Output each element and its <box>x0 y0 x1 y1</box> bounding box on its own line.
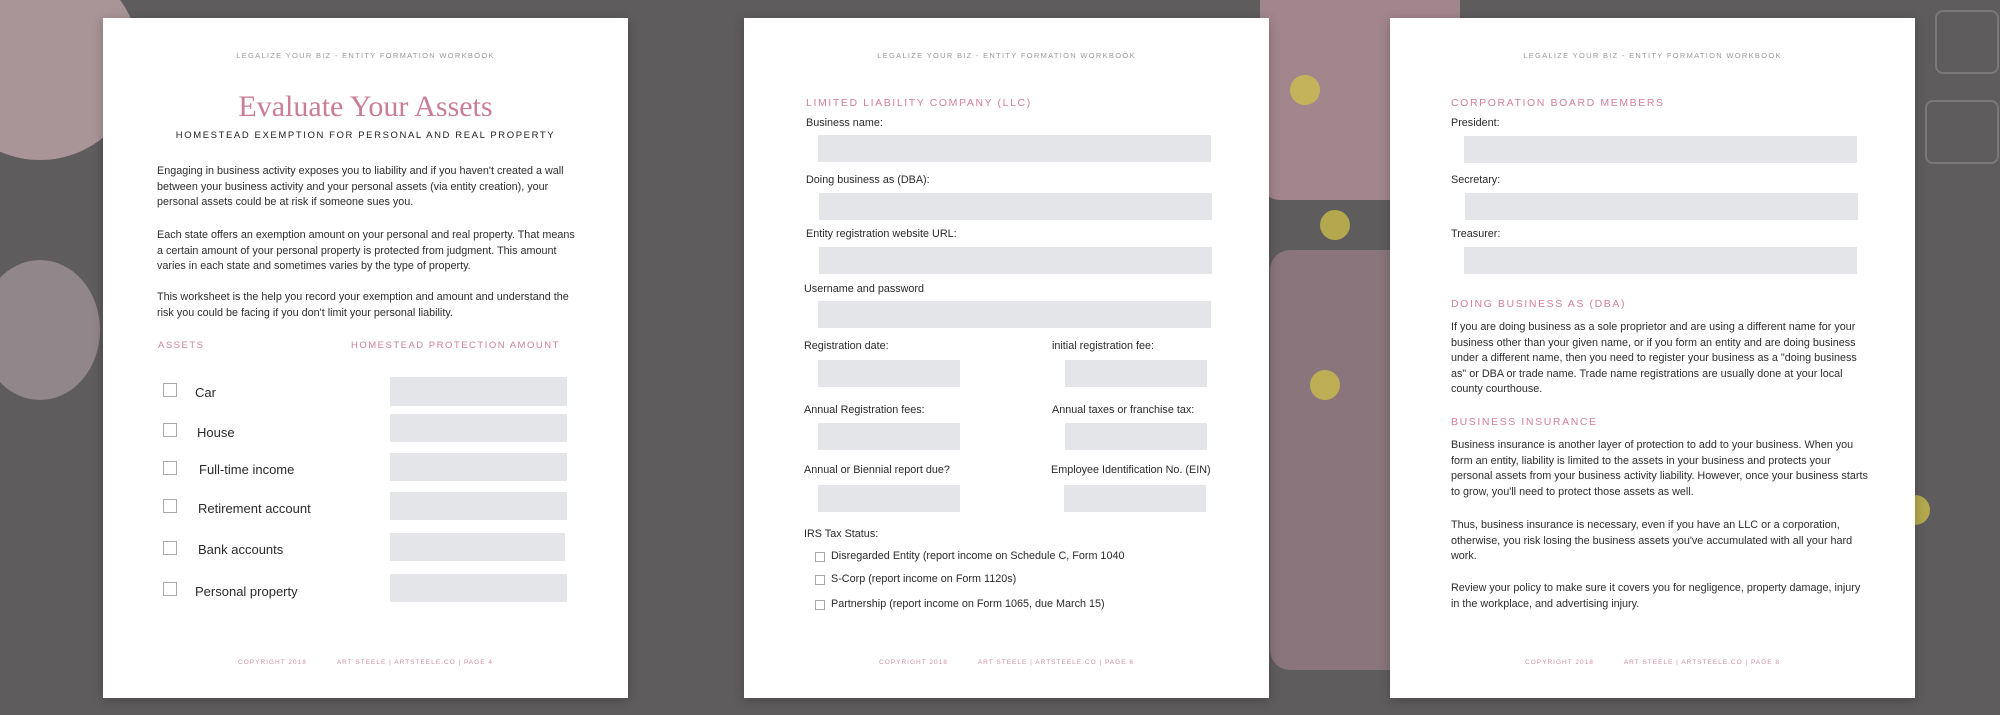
keyboard-decoration <box>1925 100 1999 164</box>
business-name-field[interactable] <box>818 135 1211 162</box>
page-footer <box>744 659 1269 666</box>
treasurer-label: Treasurer: <box>1451 228 1501 240</box>
house-amount-field[interactable] <box>390 414 567 442</box>
section-heading-llc: LIMITED LIABILITY COMPANY (LLC) <box>806 97 1032 109</box>
asset-label: Personal property <box>195 584 298 599</box>
policy-review-paragraph: Review your policy to make sure it covers you for negligence, property damage, injury in the workplace, and advertising injury. <box>1451 582 1861 610</box>
page-title: Evaluate Your Assets <box>238 90 493 123</box>
gold-dot-decoration <box>1310 370 1340 400</box>
income-checkbox[interactable] <box>163 461 177 475</box>
house-checkbox[interactable] <box>163 423 177 437</box>
username-password-field[interactable] <box>818 301 1211 328</box>
retirement-amount-field[interactable] <box>390 492 567 520</box>
asset-label: House <box>197 425 235 440</box>
assets-column-header: ASSETS <box>158 340 205 351</box>
copyright-text: COPYRIGHT 2018 <box>879 659 948 666</box>
asset-label: Retirement account <box>198 501 311 516</box>
insurance-paragraph: Business insurance is another layer of protection to add to your business. When you form an entity, liability is limited to the assets in your business and protects your personal assets from your business activity liability. However, once your business starts to grow, you'll need to protect those assets as well. <box>1451 439 1868 498</box>
bank-amount-field[interactable] <box>390 533 565 561</box>
reg-date-field[interactable] <box>818 360 960 387</box>
income-amount-field[interactable] <box>390 453 567 481</box>
gold-dot-decoration <box>1320 210 1350 240</box>
page-number-text: ART STEELE | ARTSTEELE.CO | PAGE 4 <box>336 659 493 666</box>
report-due-field[interactable] <box>818 485 960 512</box>
ein-label: Employee Identification No. (EIN) <box>1051 464 1211 476</box>
dba-field[interactable] <box>819 193 1212 220</box>
copyright-text: COPYRIGHT 2018 <box>238 659 307 666</box>
dba-label: Doing business as (DBA): <box>806 174 930 186</box>
section-heading-dba: DOING BUSINESS AS (DBA) <box>1451 298 1627 310</box>
s-corp-checkbox[interactable] <box>815 575 825 585</box>
dba-paragraph: If you are doing business as a sole proprietor and are using a different name for your business other than your given name, or if you form an entity and are doing business under a different name, then you need to register your business as a "doing business as" or DBA or trade name. Trade name registrations are usually done at your local county courthouse. <box>1451 321 1857 395</box>
flower-decoration <box>0 260 100 400</box>
annual-fees-label: Annual Registration fees: <box>804 404 925 416</box>
workbook-page-llc <box>744 18 1269 698</box>
treasurer-field[interactable] <box>1464 247 1857 274</box>
section-heading-board: CORPORATION BOARD MEMBERS <box>1451 97 1665 109</box>
insurance-necessity-paragraph: Thus, business insurance is necessary, even if you have an LLC or a corporation, otherwise, you risk losing the business assets you've accumulated with all your hard work. <box>1451 519 1853 562</box>
disregarded-checkbox[interactable] <box>815 552 825 562</box>
page-header: LEGALIZE YOUR BIZ - ENTITY FORMATION WORKBOOK <box>877 51 1136 60</box>
page-number-text: ART STEELE | ARTSTEELE.CO | PAGE 8 <box>1623 659 1780 666</box>
irs-status-label: IRS Tax Status: <box>804 528 879 540</box>
car-amount-field[interactable] <box>390 377 567 406</box>
car-checkbox[interactable] <box>163 383 177 397</box>
page-number-text: ART STEELE | ARTSTEELE.CO | PAGE 6 <box>977 659 1134 666</box>
annual-fees-field[interactable] <box>818 423 960 450</box>
secretary-field[interactable] <box>1465 193 1858 220</box>
asset-label: Full-time income <box>199 462 295 477</box>
page-subtitle: HOMESTEAD EXEMPTION FOR PERSONAL AND REAL PROPERTY <box>175 130 556 141</box>
exemption-paragraph: Each state offers an exemption amount on your personal and real property. That means a certain amount of your personal property is protected from judgment. This amount varies in each state and sometimes varies by the type of property. <box>157 229 575 272</box>
property-checkbox[interactable] <box>163 582 177 596</box>
page-footer <box>103 659 628 666</box>
tax-option-label: Partnership (report income on Form 1065, due March 15) <box>831 598 1105 610</box>
tax-option-label: S-Corp (report income on Form 1120s) <box>831 573 1017 585</box>
annual-tax-field[interactable] <box>1065 423 1207 450</box>
workbook-page-corporation <box>1390 18 1915 698</box>
reg-date-label: Registration date: <box>804 340 889 352</box>
worksheet-paragraph: This worksheet is the help you record your exemption and amount and understand the risk you could be facing if you don't limit your personal liability. <box>157 291 569 319</box>
website-field[interactable] <box>819 247 1212 274</box>
president-field[interactable] <box>1464 136 1857 163</box>
init-fee-field[interactable] <box>1065 360 1207 387</box>
page-footer <box>1390 659 1915 666</box>
keyboard-decoration <box>1935 10 1999 74</box>
property-amount-field[interactable] <box>390 574 567 602</box>
ein-field[interactable] <box>1064 485 1206 512</box>
asset-label: Bank accounts <box>198 542 284 557</box>
asset-label: Car <box>195 385 216 400</box>
page-header: LEGALIZE YOUR BIZ - ENTITY FORMATION WORKBOOK <box>1523 51 1782 60</box>
username-label: Username and password <box>804 283 925 295</box>
website-label: Entity registration website URL: <box>806 228 957 240</box>
partnership-checkbox[interactable] <box>815 600 825 610</box>
workbook-page-assets <box>103 18 628 698</box>
page-header: LEGALIZE YOUR BIZ - ENTITY FORMATION WORKBOOK <box>236 51 495 60</box>
intro-paragraph: Engaging in business activity exposes you to liability and if you haven't created a wall between your business activity and your personal assets (via entity creation), your personal assets could be at risk if someone sues you. <box>157 165 564 208</box>
tax-option-label: Disregarded Entity (report income on Schedule C, Form 1040 <box>831 550 1125 562</box>
gold-dot-decoration <box>1290 75 1320 105</box>
annual-tax-label: Annual taxes or franchise tax: <box>1052 404 1195 416</box>
report-due-label: Annual or Biennial report due? <box>804 464 950 476</box>
business-name-label: Business name: <box>806 117 883 129</box>
init-fee-label: initial registration fee: <box>1052 340 1155 352</box>
president-label: President: <box>1451 117 1500 129</box>
bank-checkbox[interactable] <box>163 541 177 555</box>
copyright-text: COPYRIGHT 2018 <box>1525 659 1594 666</box>
secretary-label: Secretary: <box>1451 174 1501 186</box>
section-heading-insurance: BUSINESS INSURANCE <box>1451 416 1598 428</box>
amount-column-header: HOMESTEAD PROTECTION AMOUNT <box>351 340 560 351</box>
retirement-checkbox[interactable] <box>163 499 177 513</box>
